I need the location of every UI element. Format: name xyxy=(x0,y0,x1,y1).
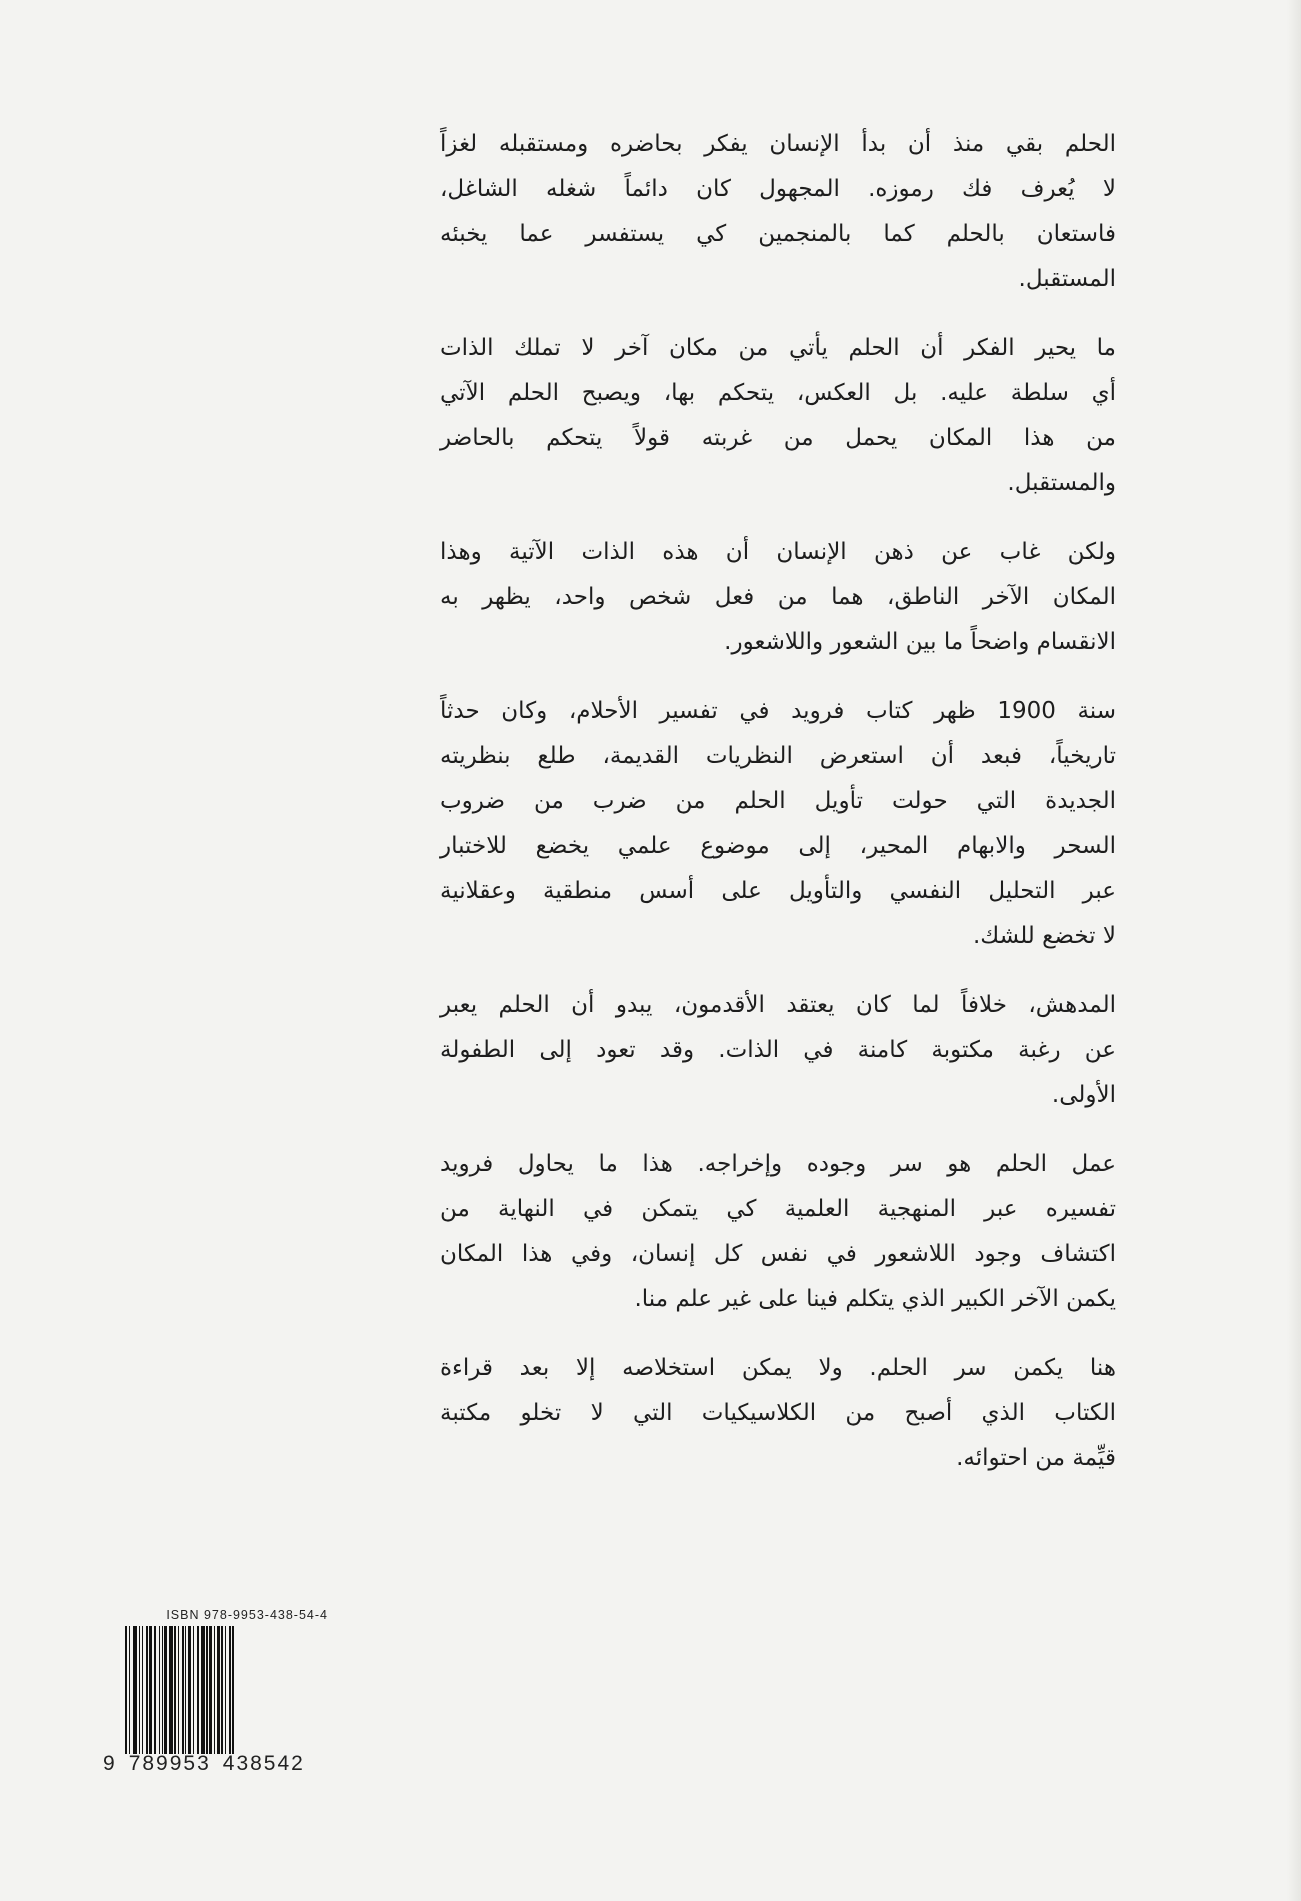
barcode-digit-group: 438542 xyxy=(222,1752,305,1775)
paragraph-line: الحلم بقي منذ أن بدأ الإنسان يفكر بحاضره ومستقبله لغزاً xyxy=(440,131,1116,157)
barcode-digit-group: 9 xyxy=(103,1752,117,1775)
paragraph-line: سنة 1900 ظهر كتاب فرويد في تفسير الأحلام، وكان حدثاً xyxy=(440,698,1116,724)
barcode-digit-group: 789953 xyxy=(128,1752,211,1775)
paragraph-line: قيِّمة من احتوائه. xyxy=(956,1445,1116,1471)
paragraph-line: عمل الحلم هو سر وجوده وإخراجه. هذا ما يحاول فرويد xyxy=(440,1151,1116,1177)
paragraph-line: الأولى. xyxy=(1051,1082,1116,1108)
paragraph-line: يكمن الآخر الكبير الذي يتكلم فينا على غير علم منا. xyxy=(634,1286,1116,1312)
paragraph-line: المكان الآخر الناطق، هما من فعل شخص واحد، يظهر به xyxy=(440,584,1116,610)
paragraph-line: تفسيره عبر المنهجية العلمية كي يتمكن في النهاية من xyxy=(440,1196,1116,1222)
paragraph xyxy=(440,689,1116,959)
isbn-label: ISBN 978-9953-438-54-4 xyxy=(166,1608,328,1622)
paragraph-line: اكتشاف وجود اللاشعور في نفس كل إنسان، وفي هذا المكان xyxy=(440,1241,1116,1267)
paragraph xyxy=(440,1142,1116,1322)
paragraph-line: ولكن غاب عن ذهن الإنسان أن هذه الذات الآتية وهذا xyxy=(440,539,1116,565)
paragraph xyxy=(440,326,1116,506)
paragraph-line: فاستعان بالحلم كما بالمنجمين كي يستفسر عما يخبئه xyxy=(440,221,1116,247)
paragraph-line: الجديدة التي حولت تأويل الحلم من ضرب من ضروب xyxy=(440,788,1116,814)
isbn-barcode xyxy=(103,1608,328,1776)
paragraph-line: ما يحير الفكر أن الحلم يأتي من مكان آخر لا تملك الذات xyxy=(440,335,1116,361)
paragraph-line: والمستقبل. xyxy=(1007,470,1116,496)
paragraph-line: تاريخياً، فبعد أن استعرض النظريات القديمة، طلع بنظريته xyxy=(440,743,1116,769)
paragraph-line: أي سلطة عليه. بل العكس، يتحكم بها، ويصبح الحلم الآتي xyxy=(440,380,1116,406)
paragraph-line: لا تخضع للشك. xyxy=(972,923,1116,949)
back-cover-blurb xyxy=(440,122,1116,1505)
barcode-bar xyxy=(234,1626,236,1754)
paragraph-line: عن رغبة مكتوبة كامنة في الذات. وقد تعود إلى الطفولة xyxy=(440,1037,1116,1063)
paragraph-line: الكتاب الذي أصبح من الكلاسيكيات التي لا تخلو مكتبة xyxy=(440,1400,1116,1426)
barcode-bars xyxy=(125,1626,328,1754)
paragraph-line: المستقبل. xyxy=(1018,266,1116,292)
paragraph xyxy=(440,530,1116,665)
paragraph xyxy=(440,122,1116,302)
paragraph-line: لا يُعرف فك رموزه. المجهول كان دائماً شغله الشاغل، xyxy=(440,176,1116,202)
paragraph-line: الانقسام واضحاً ما بين الشعور واللاشعور. xyxy=(724,629,1116,655)
barcode-digits xyxy=(103,1752,328,1776)
paragraph-line: السحر والابهام المحير، إلى موضوع علمي يخضع للاختبار xyxy=(440,833,1116,859)
paragraph-line: عبر التحليل النفسي والتأويل على أسس منطقية وعقلانية xyxy=(440,878,1116,904)
paragraph xyxy=(440,1346,1116,1481)
paragraph-line: من هذا المكان يحمل من غربته قولاً يتحكم بالحاضر xyxy=(440,425,1116,451)
page-edge xyxy=(1287,0,1301,1901)
paragraph-line: المدهش، خلافاً لما كان يعتقد الأقدمون، يبدو أن الحلم يعبر xyxy=(440,992,1116,1018)
paragraph-line: هنا يكمن سر الحلم. ولا يمكن استخلاصه إلا بعد قراءة xyxy=(440,1355,1116,1381)
paragraph xyxy=(440,983,1116,1118)
